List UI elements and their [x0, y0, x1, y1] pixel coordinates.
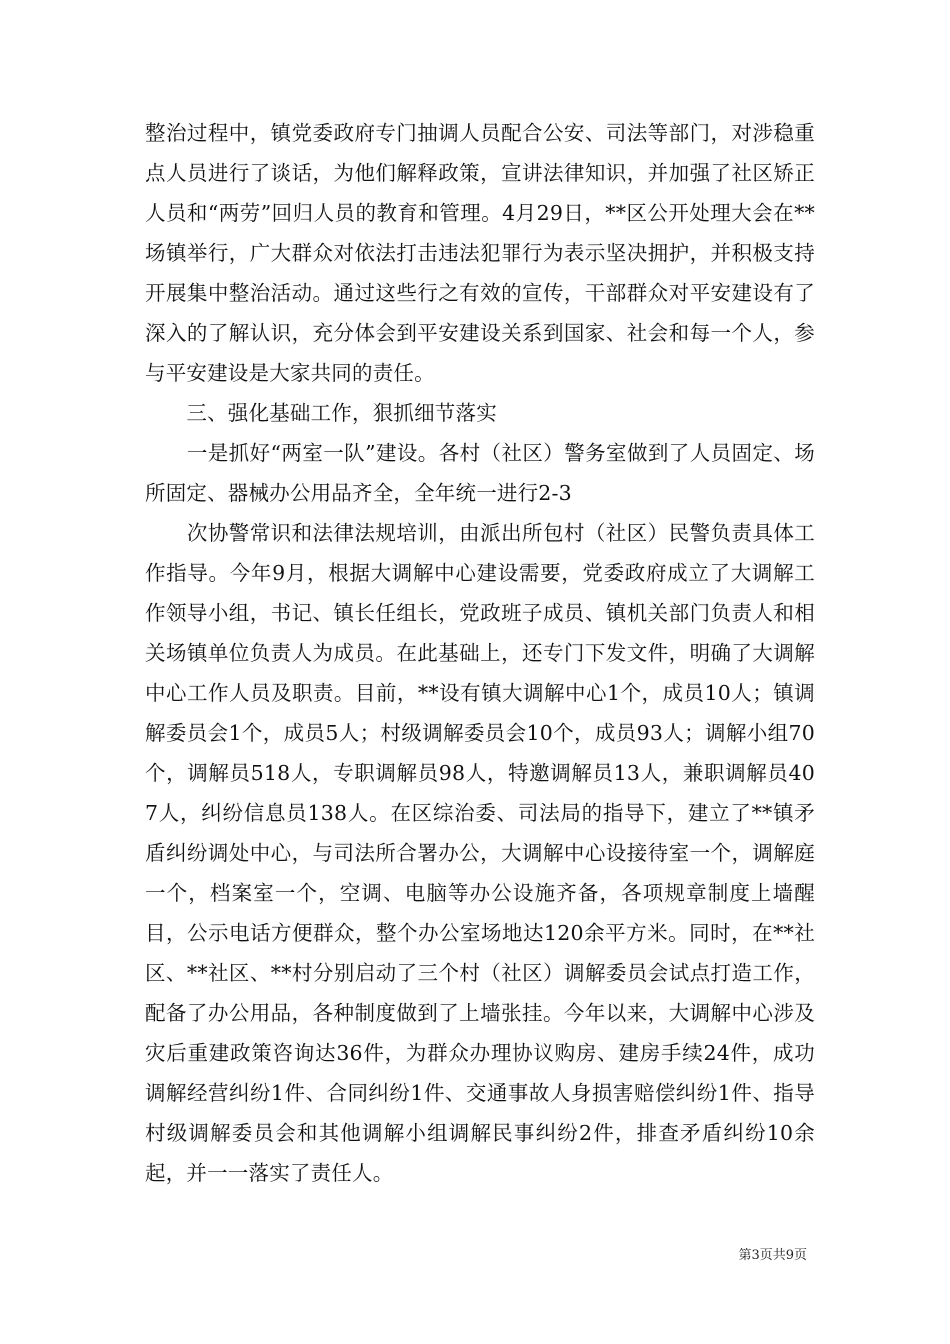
- paragraph-1: 整治过程中，镇党委政府专门抽调人员配合公安、司法等部门，对涉稳重点人员进行了谈话，为他们解释政策，宣讲法律知识，并加强了社区矫正人员和“两劳”回归人员的教育和管理。4月29日，**区公开处理大会在**场镇举行，广大群众对依法打击违法犯罪行为表示坚决拥护，并积极支持开展集中整治活动。通过这些行之有效的宣传，干部群众对平安建设有了深入的了解认识，充分体会到平安建设关系到国家、社会和每一个人，参与平安建设是大家共同的责任。: [145, 121, 815, 385]
- paragraph-2: 一是抓好“两室一队”建设。各村（社区）警务室做到了人员固定、场所固定、器械办公用品齐全，全年统一进行2-3: [145, 441, 815, 505]
- section-heading: 三、强化基础工作，狠抓细节落实: [145, 401, 497, 425]
- page-number: 第3页共9页: [738, 1248, 807, 1263]
- paragraph-3: 次协警常识和法律法规培训，由派出所包村（社区）民警负责具体工作指导。今年9月，根据大调解中心建设需要，党委政府成立了大调解工作领导小组，书记、镇长任组长，党政班子成员、镇机关部门负责人和相关场镇单位负责人为成员。在此基础上，还专门下发文件，明确了大调解中心工作人员及职责。目前，**设有镇大调解中心1个，成员10人；镇调解委员会1个，成员5人；村级调解委员会10个，成员93人；调解小组70个，调解员518人，专职调解员98人，特邀调解员13人，兼职调解员407人，纠纷信息员138人。在区综治委、司法局的指导下，建立了**镇矛盾纠纷调处中心，与司法所合署办公，大调解中心设接待室一个，调解庭一个，档案室一个，空调、电脑等办公设施齐备，各项规章制度上墙醒目，公示电话方便群众，整个办公室场地达120余平方米。同时，在**社区、**社区、**村分别启动了三个村（社区）调解委员会试点打造工作，配备了办公用品，各种制度做到了上墙张挂。今年以来，大调解中心涉及灾后重建政策咨询达36件，为群众办理协议购房、建房手续24件，成功调解经营纠纷1件、合同纠纷1件、交通事故人身损害赔偿纠纷1件、指导村级调解委员会和其他调解小组调解民事纠纷2件，排查矛盾纠纷10余起，并一一落实了责任人。: [145, 521, 815, 1185]
- document-body: [145, 113, 815, 1193]
